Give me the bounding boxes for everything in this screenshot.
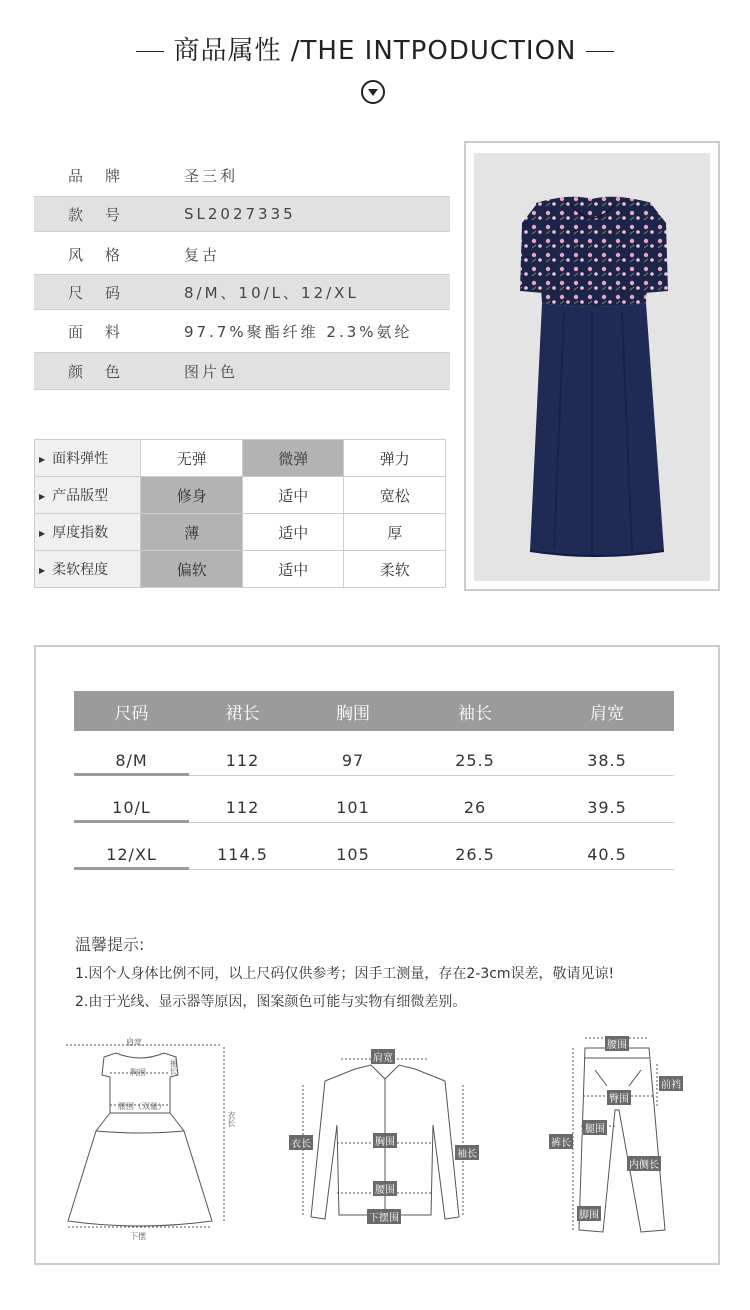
attr-key: 款号 — [68, 205, 143, 224]
attr-key: 颜色 — [68, 362, 143, 381]
title-dash-right — [586, 51, 614, 52]
scale-option: 适中 — [242, 477, 344, 514]
scale-row-fit — [35, 477, 446, 514]
tip-line-1: 1.因个人身体比例不同，以上尺码仅供参考；因手工测量，存在2-3cm误差，敬请见谅! — [75, 966, 615, 982]
attr-value: 97.7%聚酯纤维 2.3%氨纶 — [184, 322, 413, 341]
attr-row-color — [34, 352, 450, 390]
pants-measure-diagram — [545, 1030, 695, 1245]
size-table-header — [74, 691, 674, 731]
shoulder-cell: 39.5 — [587, 797, 627, 817]
dress-photo — [474, 153, 710, 581]
scale-option-selected: 薄 — [141, 514, 243, 551]
scale-option: 无弹 — [141, 440, 243, 477]
label-waist: 腰围 — [373, 1181, 397, 1196]
scale-row-thickness — [35, 514, 446, 551]
label-length: 裤长 — [549, 1134, 573, 1149]
title-cn: 商品属性 — [173, 36, 282, 66]
scale-label: ▶ 厚度指数 — [35, 514, 141, 551]
size-row-m — [74, 745, 674, 776]
attr-row-style-no — [34, 196, 450, 232]
scale-option-selected: 微弹 — [242, 440, 344, 477]
length-cell: 112 — [225, 750, 260, 770]
scale-option: 柔软 — [344, 551, 446, 588]
sleeve-cell: 26 — [463, 797, 487, 817]
size-cell: 10/L — [74, 798, 189, 817]
title-en: THE INTPODUCTION — [300, 36, 577, 66]
scale-row-softness — [35, 551, 446, 588]
label-rise: 前裆 — [659, 1076, 683, 1091]
chest-cell: 101 — [336, 797, 370, 817]
tips-title: 温馨提示: — [75, 935, 145, 954]
scale-row-elasticity — [35, 440, 446, 477]
chest-cell: 105 — [336, 844, 370, 864]
attr-value: 圣三利 — [184, 166, 239, 185]
title-dash-left — [136, 51, 164, 52]
sleeve-cell: 25.5 — [455, 750, 495, 770]
header-chest: 胸围 — [336, 703, 370, 724]
scale-option: 适中 — [242, 514, 344, 551]
label-hip: 臀围 — [607, 1090, 631, 1105]
section-title — [0, 30, 750, 67]
label-foot: 脚围 — [577, 1206, 601, 1221]
title-separator: / — [290, 36, 301, 66]
header-shoulder: 肩宽 — [590, 703, 624, 724]
size-cell: 8/M — [74, 751, 189, 770]
chevron-down-circle-icon — [361, 80, 385, 104]
shirt-measure-diagram — [285, 1045, 485, 1230]
attr-row-size — [34, 274, 450, 310]
attr-key: 风格 — [68, 245, 143, 264]
label-sleeve: 袖长 — [455, 1145, 479, 1160]
size-row-xl — [74, 839, 674, 870]
label-shoulder: 肩宽 — [371, 1049, 395, 1064]
dress-measure-diagram — [60, 1035, 240, 1245]
attr-value: 图片色 — [184, 362, 239, 381]
header-sleeve: 袖长 — [458, 703, 492, 724]
label-inseam: 内侧长 — [627, 1156, 661, 1171]
product-image-frame — [464, 141, 720, 591]
size-cell: 12/XL — [74, 845, 189, 864]
scale-label: ▶ 面料弹性 — [35, 440, 141, 477]
attr-value: 8/M、10/L、12/XL — [184, 283, 359, 302]
label-sleeve: 袖长 — [169, 1059, 178, 1075]
label-waist: 腰围（双量） — [118, 1102, 166, 1111]
label-length: 衣长 — [227, 1111, 236, 1127]
attr-key: 品牌 — [68, 166, 143, 185]
size-row-l — [74, 792, 674, 823]
dress-outline-icon — [60, 1035, 240, 1245]
attr-key: 尺码 — [68, 283, 143, 302]
label-thigh: 腿围 — [583, 1120, 607, 1135]
scale-option: 宽松 — [344, 477, 446, 514]
attr-row-fabric — [34, 313, 450, 349]
attr-row-style — [34, 236, 450, 272]
attr-row-brand — [34, 157, 450, 193]
scale-option: 厚 — [344, 514, 446, 551]
shoulder-cell: 38.5 — [587, 750, 627, 770]
product-image — [474, 153, 710, 581]
header-length: 裙长 — [225, 703, 260, 724]
attr-key: 面料 — [68, 322, 143, 341]
fabric-scale-table — [34, 439, 446, 588]
tip-line-2: 2.由于光线、显示器等原因，图案颜色可能与实物有细微差别。 — [75, 994, 467, 1010]
scale-option: 弹力 — [344, 440, 446, 477]
scale-label: ▶ 产品版型 — [35, 477, 141, 514]
chest-cell: 97 — [341, 750, 365, 770]
sleeve-cell: 26.5 — [455, 844, 495, 864]
shoulder-cell: 40.5 — [587, 844, 627, 864]
scale-option: 适中 — [242, 551, 344, 588]
scale-option-selected: 偏软 — [141, 551, 243, 588]
scale-option-selected: 修身 — [141, 477, 243, 514]
attr-value: SL2027335 — [184, 205, 296, 223]
label-hem: 下摆 — [130, 1232, 146, 1241]
length-cell: 112 — [225, 797, 260, 817]
label-shoulder: 肩宽 — [126, 1038, 142, 1047]
scale-label: ▶ 柔软程度 — [35, 551, 141, 588]
header-size: 尺码 — [114, 703, 149, 724]
label-length: 衣长 — [289, 1135, 313, 1150]
length-cell: 114.5 — [217, 844, 268, 864]
label-hem: 下摆围 — [367, 1209, 401, 1224]
label-chest: 胸围 — [130, 1068, 146, 1077]
label-chest: 胸围 — [373, 1133, 397, 1148]
label-waist: 腰围 — [605, 1036, 629, 1051]
attr-value: 复古 — [184, 245, 221, 264]
